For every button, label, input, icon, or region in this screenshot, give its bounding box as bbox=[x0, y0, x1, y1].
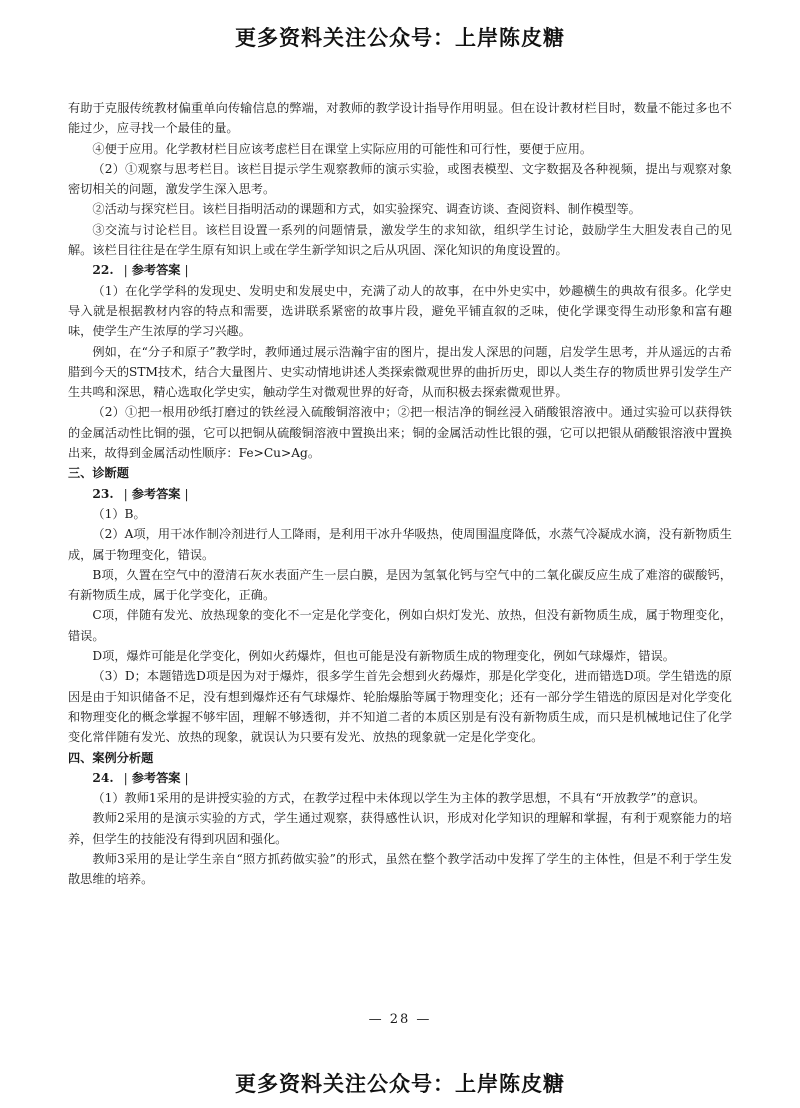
question-number: 23. bbox=[92, 486, 114, 501]
document-body bbox=[68, 98, 732, 890]
paragraph: （2）①把一根用砂纸打磨过的铁丝浸入硫酸铜溶液中；②把一根洁净的铜丝浸入硝酸银溶液中。通过实验可以获得铁的金属活动性比铜的强，它可以把铜从硫酸铜溶液中置换出来；铜的金属活动性比银的强，它可以把银从硝酸银溶液中置换出来，故得到金属活动性顺序：Fe>Cu>Ag。 bbox=[68, 405, 732, 461]
paragraph: C项，伴随有发光、放热现象的变化不一定是化学变化，例如白炽灯发光、放热，但没有新物质生成，属于物理变化，错误。 bbox=[68, 608, 732, 643]
footer-banner: 更多资料关注公众号：上岸陈皮糖 bbox=[235, 1072, 565, 1096]
paragraph: （1）在化学学科的发现史、发明史和发展史中，充满了动人的故事，在中外史实中，妙趣横生的典故有很多。化学史导入就是根据教材内容的特点和需要，选讲联系紧密的故事片段，避免平铺直叙的乏味，使化学课变得生动形象和富有趣味，使学生产生浓厚的学习兴趣。 bbox=[68, 283, 732, 339]
paragraph: （2）①观察与思考栏目。该栏目提示学生观察教师的演示实验，或图表模型、文字数据及各种视频，提出与观察对象密切相关的问题，激发学生深入思考。 bbox=[68, 161, 732, 197]
paragraph: ③交流与讨论栏目。该栏目设置一系列的问题情景，激发学生的求知欲，组织学生讨论，鼓励学生大胆发表自己的见解。该栏目往往是在学生原有知识上或在学生新学知识之后从巩固、深化知识的角度设置的。 bbox=[68, 222, 732, 258]
question-heading bbox=[68, 260, 732, 280]
section-heading: 三、诊断题 bbox=[68, 466, 129, 481]
question-number: 24. bbox=[92, 770, 114, 785]
answer-label: 参考答案 bbox=[131, 263, 181, 278]
divider: | bbox=[184, 263, 189, 278]
header-banner: 更多资料关注公众号：上岸陈皮糖 bbox=[235, 26, 565, 50]
paragraph: （1）教师1采用的是讲授实验的方式，在教学过程中未体现以学生为主体的教学思想，不具有“开放教学”的意识。 bbox=[92, 791, 706, 806]
paragraph: B项，久置在空气中的澄清石灰水表面产生一层白膜，是因为氢氧化钙与空气中的二氧化碳反应生成了难溶的碳酸钙，有新物质生成，属于化学变化，正确。 bbox=[68, 567, 732, 603]
paragraph: ④便于应用。化学教材栏目应该考虑栏目在课堂上实际应用的可能性和可行性，要便于应用。 bbox=[92, 141, 593, 156]
paragraph: （3）D；本题错选D项是因为对于爆炸，很多学生首先会想到火药爆炸，那是化学变化，进而错选D项。学生错选的原因是由于知识储备不足，没有想到爆炸还有气球爆炸、轮胎爆胎等属于物理变化；还有一部分学生错选的原因是对化学变化和物理变化的概念掌握不够牢固，理解不够透彻，并不知道二者的本质区别是有没有新物质生成，而只是机械地记住了化学变化常伴随有发光、放热的现象，就误认为只要有发光、放热的现象就一定是化学变化。 bbox=[68, 669, 732, 745]
paragraph: 教师2采用的是演示实验的方式，学生通过观察，获得感性认识，形成对化学知识的理解和掌握，有利于观察能力的培养，但学生的技能没有得到巩固和强化。 bbox=[68, 811, 732, 846]
paragraph: （1）B。 bbox=[92, 506, 146, 521]
question-heading bbox=[68, 768, 732, 788]
paragraph: （2）A项，用干冰作制冷剂进行人工降雨，是利用干冰升华吸热，使周围温度降低，水蒸气冷凝成水滴，没有新物质生成，属于物理变化，错误。 bbox=[68, 527, 732, 562]
divider: | bbox=[184, 770, 189, 785]
divider: | bbox=[184, 486, 189, 501]
paragraph: 教师3采用的是让学生亲自“照方抓药做实验”的形式，虽然在整个教学活动中发挥了学生的主体性，但是不利于学生发散思维的培养。 bbox=[68, 851, 732, 887]
answer-label: 参考答案 bbox=[131, 770, 181, 785]
divider: | bbox=[123, 486, 128, 501]
paragraph: ②活动与探究栏目。该栏目指明活动的课题和方式，如实验探究、调查访谈、查阅资料、制作模型等。 bbox=[92, 202, 641, 217]
divider: | bbox=[123, 770, 128, 785]
paragraph: 例如，在“分子和原子”教学时，教师通过展示浩瀚宇宙的图片，提出发人深思的问题，启发学生思考，并从遥远的古希腊到今天的STM技术，结合大量图片、史实动情地讲述人类探索微观世界的曲折历史，即以人类生存的物质世界引发学生产生共鸣和深思，精心选取化学史实，触动学生对微观世界的好奇，从而积极去探索微观世界。 bbox=[68, 344, 732, 400]
paragraph: 有助于克服传统教材偏重单向传输信息的弊端，对教师的教学设计指导作用明显。但在设计教材栏目时，数量不能过多也不能过少，应寻找一个最佳的量。 bbox=[68, 101, 732, 136]
page-number: — 28 — bbox=[368, 1012, 432, 1027]
paragraph: D项，爆炸可能是化学变化，例如火药爆炸，但也可能是没有新物质生成的物理变化，例如气球爆炸，错误。 bbox=[92, 649, 675, 664]
question-heading bbox=[68, 484, 732, 504]
divider: | bbox=[123, 263, 128, 278]
section-heading: 四、案例分析题 bbox=[68, 750, 154, 765]
answer-label: 参考答案 bbox=[131, 486, 181, 501]
question-number: 22. bbox=[92, 263, 114, 278]
